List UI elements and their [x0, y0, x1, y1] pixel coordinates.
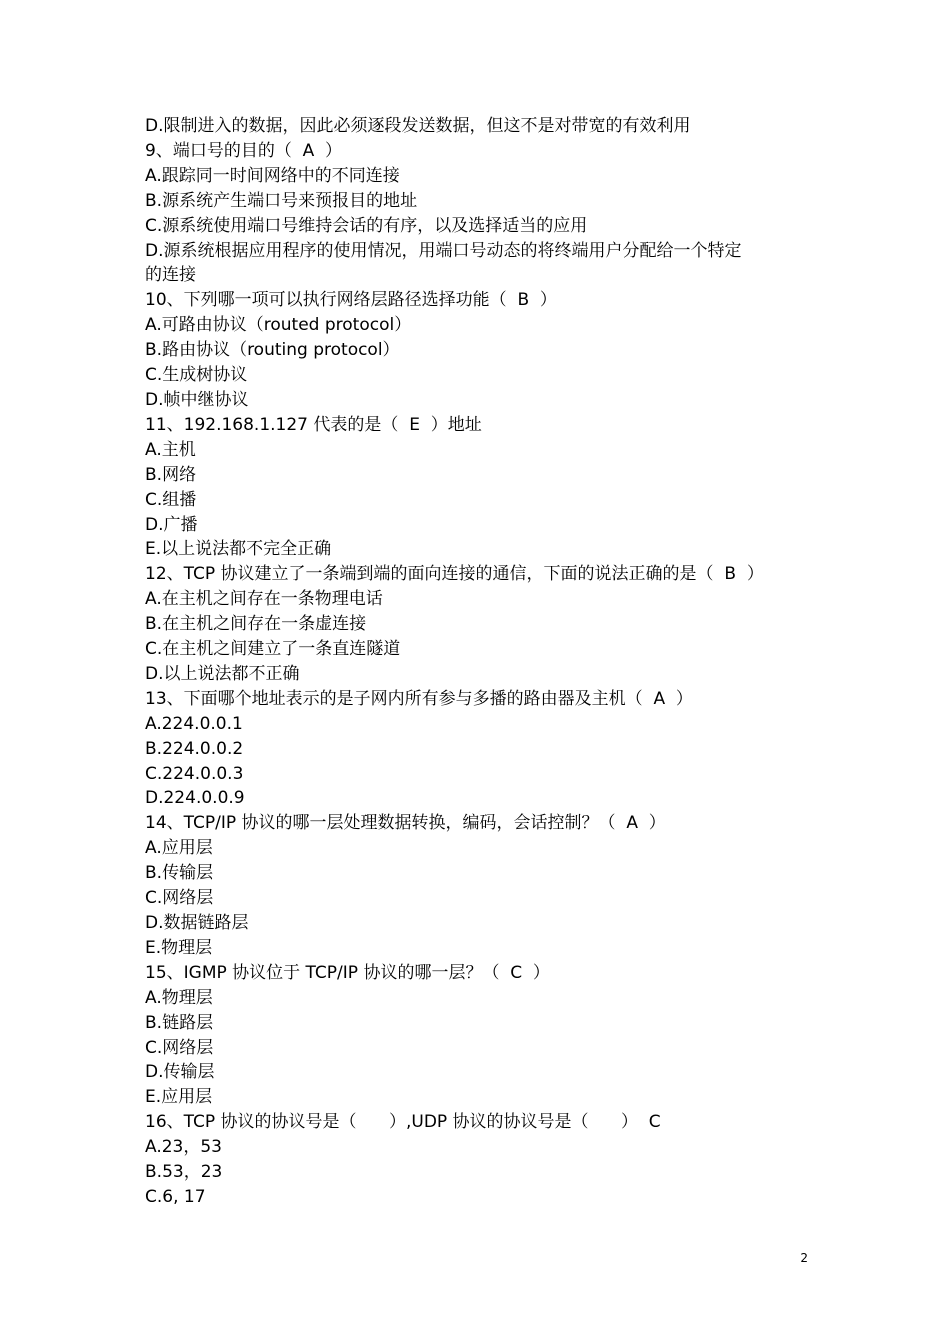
text-line: A.23，53	[145, 1137, 222, 1158]
text-line: C.网络层	[145, 888, 214, 909]
text-line: 12、TCP 协议建立了一条端到端的面向连接的通信，下面的说法正确的是（ B ）	[145, 564, 764, 585]
text-line: 13、下面哪个地址表示的是子网内所有参与多播的路由器及主机（ A ）	[145, 688, 693, 709]
text-line: D.传输层	[145, 1062, 215, 1083]
text-line: C.网络层	[145, 1037, 214, 1058]
text-line: A.在主机之间存在一条物理电话	[145, 589, 383, 610]
text-line: D.帧中继协议	[145, 389, 249, 410]
document-body	[145, 114, 825, 1210]
text-line: 9、端口号的目的（ A ）	[145, 140, 343, 161]
text-line: D.以上说法都不正确	[145, 663, 300, 684]
text-line: 15、IGMP 协议位于 TCP/IP 协议的哪一层？（ C ）	[145, 962, 550, 983]
text-line: 14、TCP/IP 协议的哪一层处理数据转换，编码，会话控制？（ A ）	[145, 813, 666, 834]
text-line: C.源系统使用端口号维持会话的有序，以及选择适当的应用	[145, 215, 588, 236]
text-line: B.传输层	[145, 863, 214, 884]
text-line: C.生成树协议	[145, 365, 248, 386]
text-line: D.源系统根据应用程序的使用情况，用端口号动态的将终端用户分配给一个特定	[145, 240, 742, 261]
text-line: B.53，23	[145, 1162, 223, 1183]
text-line: E.应用层	[145, 1087, 213, 1108]
text-line: A.主机	[145, 439, 196, 460]
text-line: C.224.0.0.3	[145, 763, 244, 784]
text-line: B.在主机之间存在一条虚连接	[145, 614, 367, 635]
text-line: D.数据链路层	[145, 913, 249, 933]
text-line: A.224.0.0.1	[145, 713, 243, 734]
text-line: B.源系统产生端口号来预报目的地址	[145, 190, 418, 211]
text-line: A.跟踪同一时间网络中的不同连接	[145, 165, 400, 186]
text-line: B.网络	[145, 464, 197, 485]
text-line: E.以上说法都不完全正确	[145, 539, 332, 560]
text-line: B.链路层	[145, 1012, 214, 1033]
text-line: A.可路由协议（routed protocol）	[145, 315, 412, 336]
text-line: A.应用层	[145, 838, 213, 859]
text-line: B.224.0.0.2	[145, 738, 244, 759]
text-line: C.在主机之间建立了一条直连隧道	[145, 639, 401, 660]
text-line: C.6, 17	[145, 1186, 206, 1207]
text-line: D.广播	[145, 514, 198, 535]
text-line: B.路由协议（routing protocol）	[145, 340, 400, 361]
text-line: C.组播	[145, 489, 197, 510]
text-line: A.物理层	[145, 987, 213, 1008]
text-line: D.224.0.0.9	[145, 788, 245, 809]
page-number: 2	[800, 1251, 808, 1265]
text-line: 10、下列哪一项可以执行网络层路径选择功能（ B ）	[145, 290, 557, 311]
text-line: D.限制进入的数据，因此必须逐段发送数据，但这不是对带宽的有效利用	[145, 116, 691, 136]
text-line: 11、192.168.1.127 代表的是（ E ）地址	[145, 414, 482, 435]
text-line: 16、TCP 协议的协议号是（ ）,UDP 协议的协议号是（ ） C	[145, 1112, 661, 1133]
text-line: 的连接	[145, 265, 196, 286]
text-line: E.物理层	[145, 937, 213, 958]
